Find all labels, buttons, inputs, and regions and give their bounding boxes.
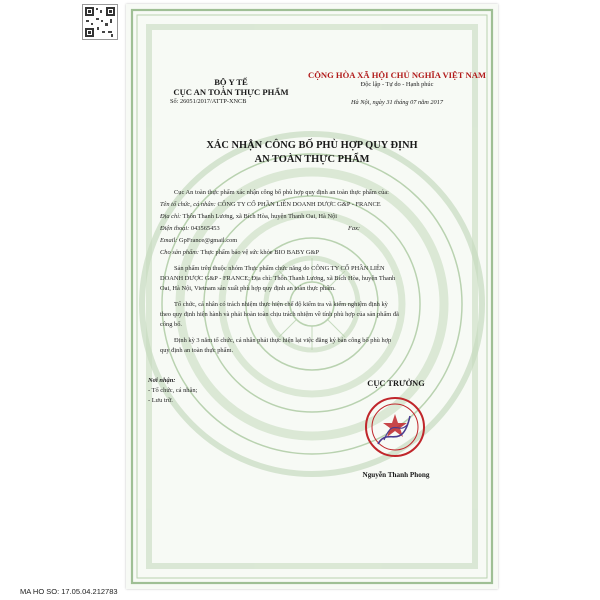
intro-text: Cục An toàn thực phẩm xác nhận công bố phù hợp quy định an toàn thực phẩm của: [174,189,389,196]
signer-name: Nguyễn Thanh Phong [362,471,430,479]
agency-name: CỤC AN TOÀN THỰC PHẨM [173,87,289,97]
ministry-name: BỘ Y TẾ [214,77,248,87]
national-motto: Độc lập - Tự do - Hạnh phúc [360,81,434,88]
recipient-item-1: - Tổ chức, cá nhân; [148,387,198,394]
paragraph2-line1: Tổ chức, cá nhân có trách nhiệm thực hiện chế độ kiểm tra và kiểm nghiệm định kỳ [174,301,388,308]
phone-label: Điện thoại: [160,225,190,232]
address-value: Thôn Thanh Lương, xã Bích Hòa, huyện Thanh Oai, Hà Nội [182,213,338,220]
document-title-line2: AN TOÀN THỰC PHẨM [254,154,370,165]
phone-row [160,226,220,232]
paragraph1-line1: Sản phẩm trên thuộc nhóm Thực phẩm chức năng do CÔNG TY CỔ PHẦN LIÊN [174,265,385,272]
fax-label: Fax: [348,225,361,232]
org-row [160,202,381,208]
org-value: CÔNG TY CỔ PHẦN LIÊN DOANH DƯỢC G&P - FRANCE [217,201,381,208]
official-red-seal-icon [364,396,426,458]
country-name: CỘNG HÒA XÃ HỘI CHỦ NGHĨA VIỆT NAM [307,70,487,80]
signer-title: CỤC TRƯỞNG [367,379,425,388]
certificate-document [126,4,498,589]
product-label: Cho sản phẩm: [160,249,200,256]
product-value: Thực phẩm bảo vệ sức khỏe BIO BABY G&P [200,249,320,256]
recipient-item-2: - Lưu trữ. [148,397,173,404]
email-value: GpFrance@gmail.com [179,237,238,244]
issue-date: Hà Nội, ngày 31 tháng 07 năm 2017 [350,99,443,106]
address-row [160,214,337,220]
email-row [160,238,237,244]
paragraph2-line3: công bố. [160,321,183,328]
qr-code-icon [82,4,118,40]
paragraph1-line3: Oai, Hà Nội, Vietnam sản xuất phù hợp quy định an toàn thực phẩm. [160,285,336,292]
email-label: Email: [160,237,178,244]
document-title-line1: XÁC NHẬN CÔNG BỐ PHÙ HỢP QUY ĐỊNH [206,140,418,151]
org-label: Tên tổ chức, cá nhân: [160,201,216,208]
recipients-label: Nơi nhận: [148,377,176,384]
paragraph2-line2: theo quy định hiện hành và phải hoàn toàn chịu trách nhiệm về tính phù hợp của sản phẩm đã [160,311,399,318]
paragraph3-line1: Định kỳ 3 năm tổ chức, cá nhân phải thực hiện lại việc đăng ký bản công bố phù hợp [174,337,392,344]
product-row [160,250,319,256]
address-label: Địa chỉ: [160,213,182,220]
phone-value: 043565453 [190,225,220,232]
document-number: Số: 26051/2017/ATTP-XNCB [170,98,247,105]
paragraph1-line2: DOANH DƯỢC G&P - FRANCE; Địa chỉ: Thôn Thanh Lương, xã Bích Hòa, huyện Thanh [160,275,396,282]
paragraph3-line2: quy định an toàn thực phẩm. [160,347,234,354]
file-code: MA HO SO: 17.05.04.212783 [20,587,118,596]
